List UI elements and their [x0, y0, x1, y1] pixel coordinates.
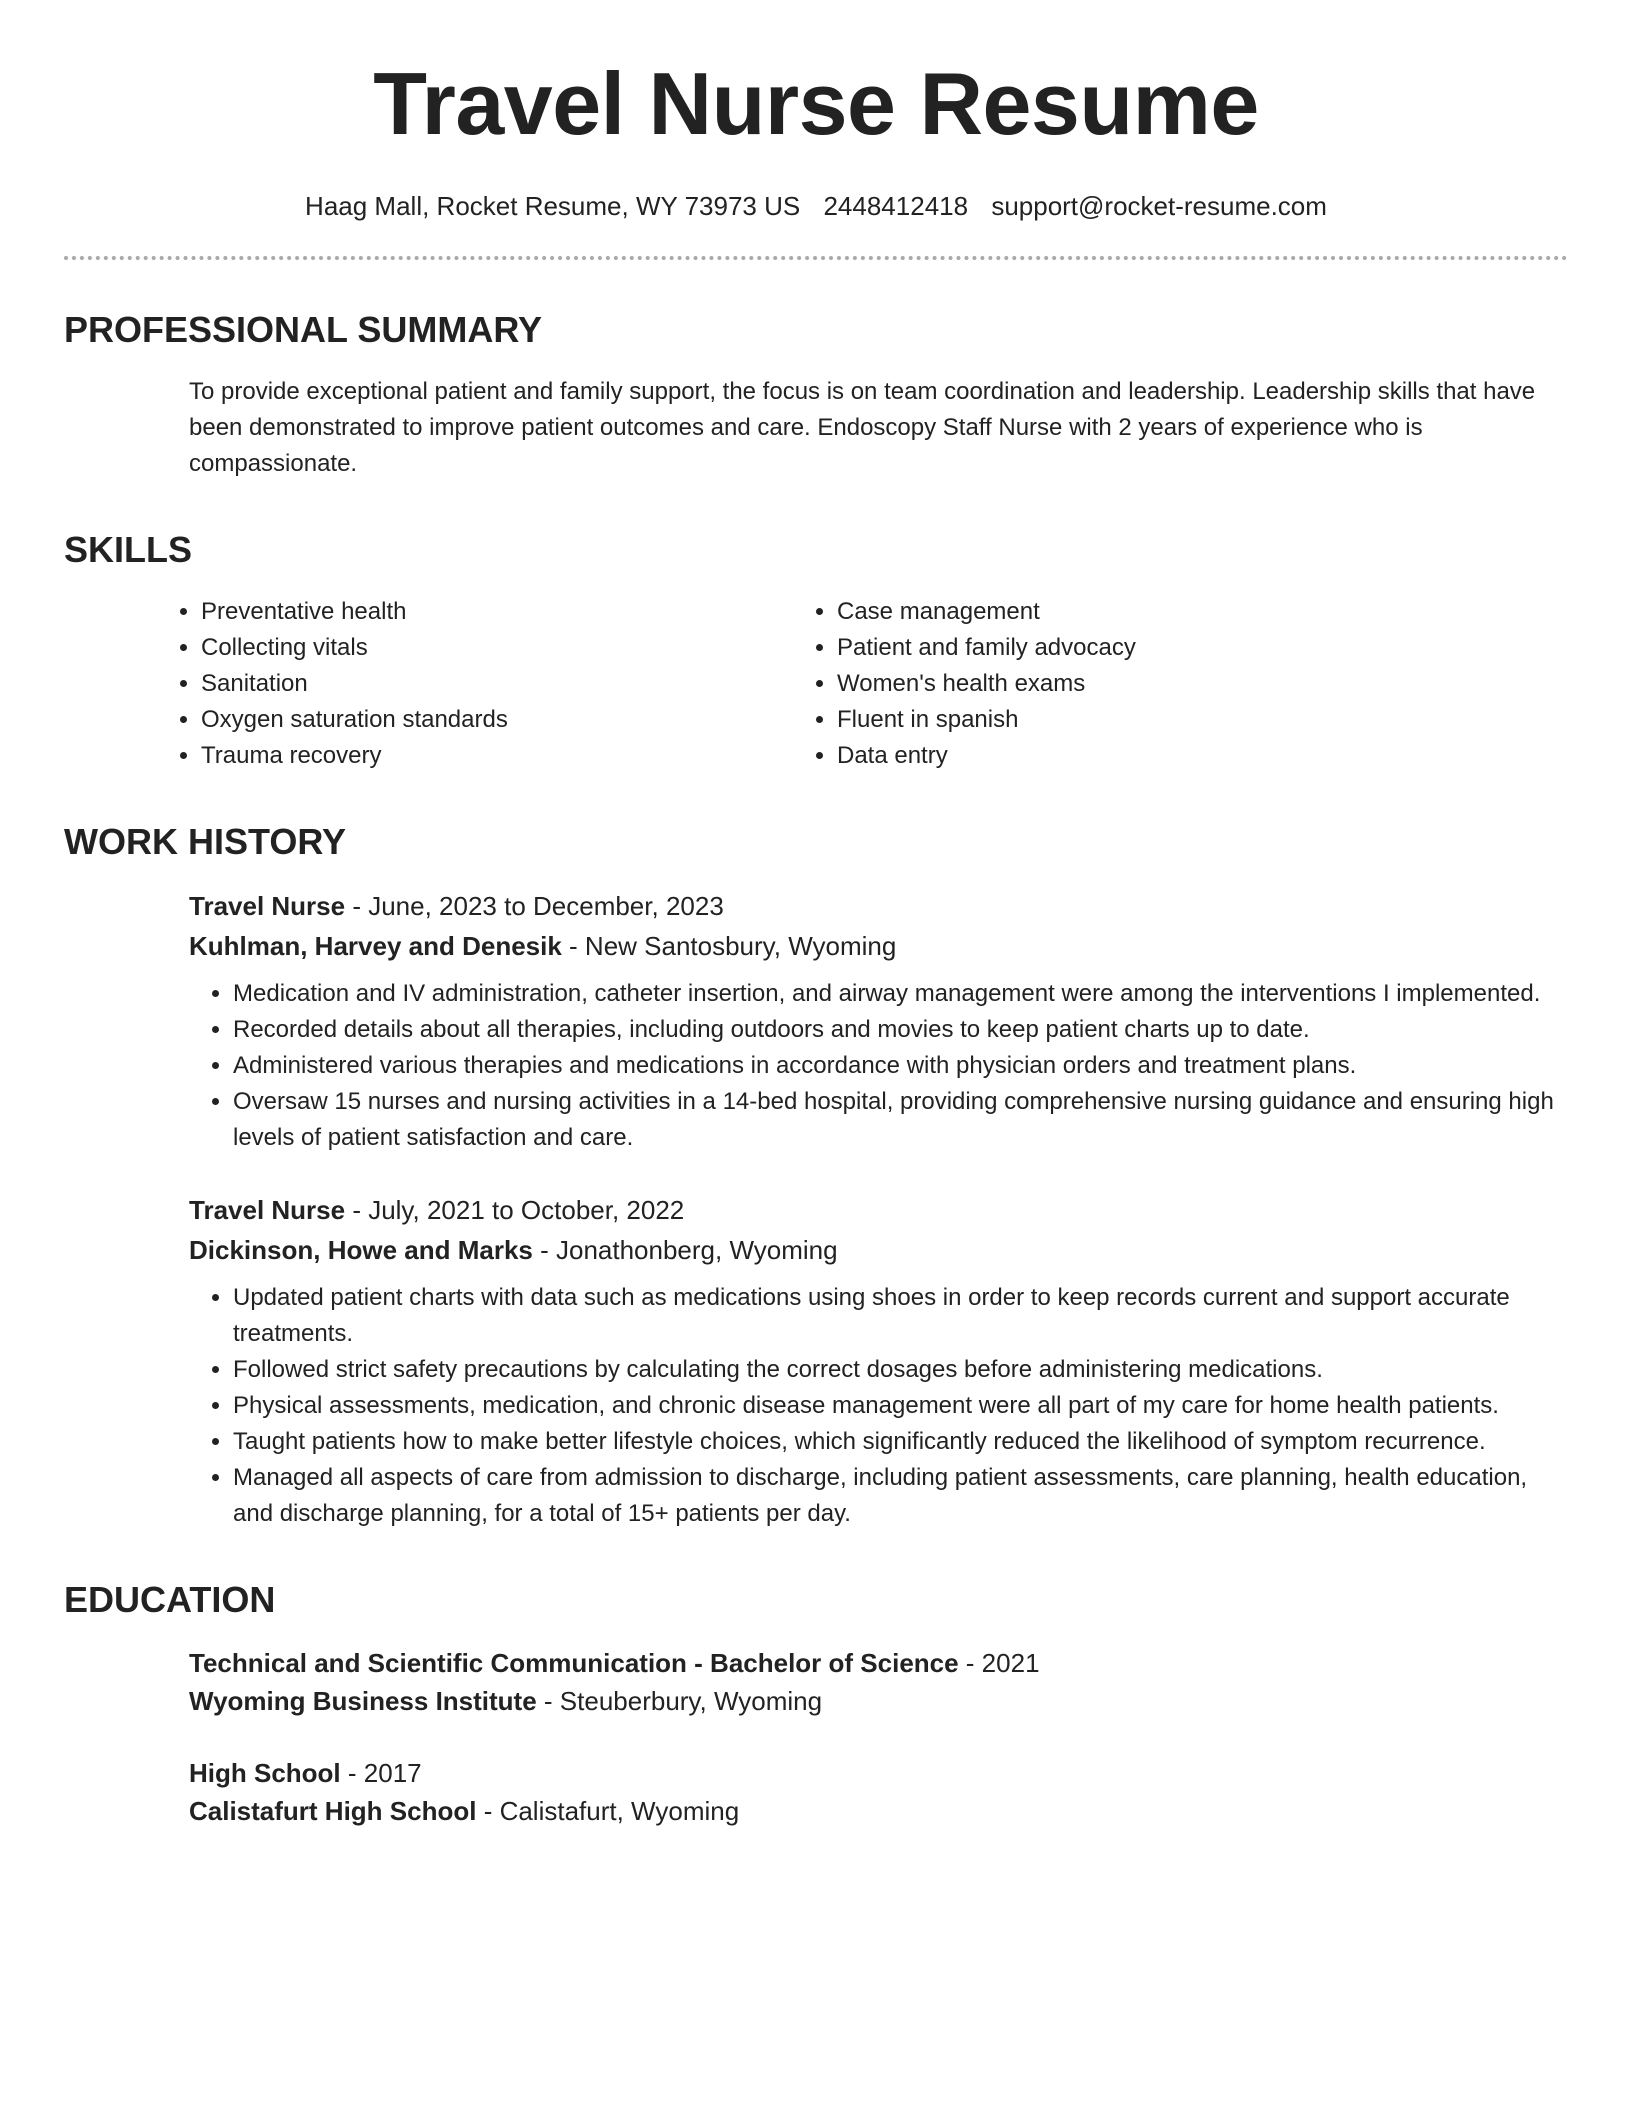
skill-item: • Women's health exams [837, 666, 1429, 702]
job-location: - New Santosbury, Wyoming [561, 931, 897, 961]
job-role-line [189, 886, 1568, 926]
skill-item: • Preventative health [201, 594, 793, 630]
skill-item: • Fluent in spanish [837, 702, 1429, 738]
skill-item: • Patient and family advocacy [837, 630, 1429, 666]
education-year: - 2017 [340, 1758, 422, 1788]
work-history-section [64, 820, 1568, 1532]
job-bullet: • Physical assessments, medication, and chronic disease management were all part of my care for home health patients. [233, 1388, 1568, 1424]
skills-section [64, 528, 1568, 774]
skill-item: • Case management [837, 594, 1429, 630]
job-bullet: • Oversaw 15 nurses and nursing activities in a 14-bed hospital, providing comprehensive nursing guidance and ensuring high levels of patient satisfaction and care. [233, 1084, 1568, 1156]
job-bullet: • Managed all aspects of care from admission to discharge, including patient assessments, care planning, health education, and discharge planning, for a total of 15+ patients per day. [233, 1460, 1568, 1532]
skills-list-left [157, 594, 793, 774]
contact-email: support@rocket-resume.com [991, 191, 1327, 221]
contact-phone: 2448412418 [823, 191, 969, 221]
job-bullet: • Recorded details about all therapies, including outdoors and movies to keep patient charts up to date. [233, 1012, 1568, 1048]
contact-line [64, 190, 1568, 222]
resume-title: Travel Nurse Resume [373, 54, 1259, 153]
job-bullet: • Taught patients how to make better lifestyle choices, which significantly reduced the likelihood of symptom recurrence. [233, 1424, 1568, 1460]
job-bullets [189, 976, 1568, 1156]
skill-item: • Data entry [837, 738, 1429, 774]
education-degree-line [189, 1644, 1568, 1682]
work-history-heading: WORK HISTORY [64, 821, 347, 862]
education-entry [189, 1754, 1568, 1830]
job-dates: - July, 2021 to October, 2022 [345, 1195, 685, 1225]
skills-heading: SKILLS [64, 529, 193, 570]
job-title: Travel Nurse [189, 891, 346, 921]
education-school-line [189, 1682, 1568, 1720]
summary-text: To provide exceptional patient and family support, the focus is on team coordination and leadership. Leadership skills that have been demonstrated to improve patient outcomes and care. Endoscopy Staff Nurse with 2 years of experience who is compassionate. [189, 378, 1536, 477]
job-bullet: • Followed strict safety precautions by calculating the correct dosages before administering medications. [233, 1352, 1568, 1388]
job-company: Dickinson, Howe and Marks [189, 1235, 533, 1265]
job-entry [189, 886, 1568, 1156]
education-section [64, 1578, 1568, 1830]
skill-item: • Trauma recovery [201, 738, 793, 774]
job-location: - Jonathonberg, Wyoming [532, 1235, 838, 1265]
skills-list-right [793, 594, 1429, 774]
resume-header [64, 0, 1568, 222]
job-bullet: • Administered various therapies and medications in accordance with physician orders and treatment plans. [233, 1048, 1568, 1084]
skill-item: • Oxygen saturation standards [201, 702, 793, 738]
education-location: - Steuberbury, Wyoming [536, 1686, 823, 1716]
education-school-line [189, 1792, 1568, 1830]
education-school: Wyoming Business Institute [189, 1686, 537, 1716]
education-year: - 2021 [958, 1648, 1040, 1678]
summary-section [64, 308, 1568, 482]
job-dates: - June, 2023 to December, 2023 [345, 891, 724, 921]
header-divider [64, 256, 1568, 260]
job-entry [189, 1190, 1568, 1532]
job-company: Kuhlman, Harvey and Denesik [189, 931, 562, 961]
education-degree-line [189, 1754, 1568, 1792]
education-heading: EDUCATION [64, 1579, 276, 1620]
education-location: - Calistafurt, Wyoming [476, 1796, 740, 1826]
job-company-line [189, 1230, 1568, 1270]
education-degree: High School [189, 1758, 341, 1788]
job-bullet: • Updated patient charts with data such as medications using shoes in order to keep records current and support accurate treatments. [233, 1280, 1568, 1352]
education-school: Calistafurt High School [189, 1796, 477, 1826]
job-title: Travel Nurse [189, 1195, 346, 1225]
education-degree: Technical and Scientific Communication - Bachelor of Science [189, 1648, 959, 1678]
job-company-line [189, 926, 1568, 966]
skill-item: • Collecting vitals [201, 630, 793, 666]
job-role-line [189, 1190, 1568, 1230]
skill-item: • Sanitation [201, 666, 793, 702]
job-bullets [189, 1280, 1568, 1532]
education-entry [189, 1644, 1568, 1720]
job-bullet: • Medication and IV administration, catheter insertion, and airway management were among the interventions I implemented. [233, 976, 1568, 1012]
summary-heading: PROFESSIONAL SUMMARY [64, 309, 543, 350]
contact-address: Haag Mall, Rocket Resume, WY 73973 US [305, 191, 801, 221]
